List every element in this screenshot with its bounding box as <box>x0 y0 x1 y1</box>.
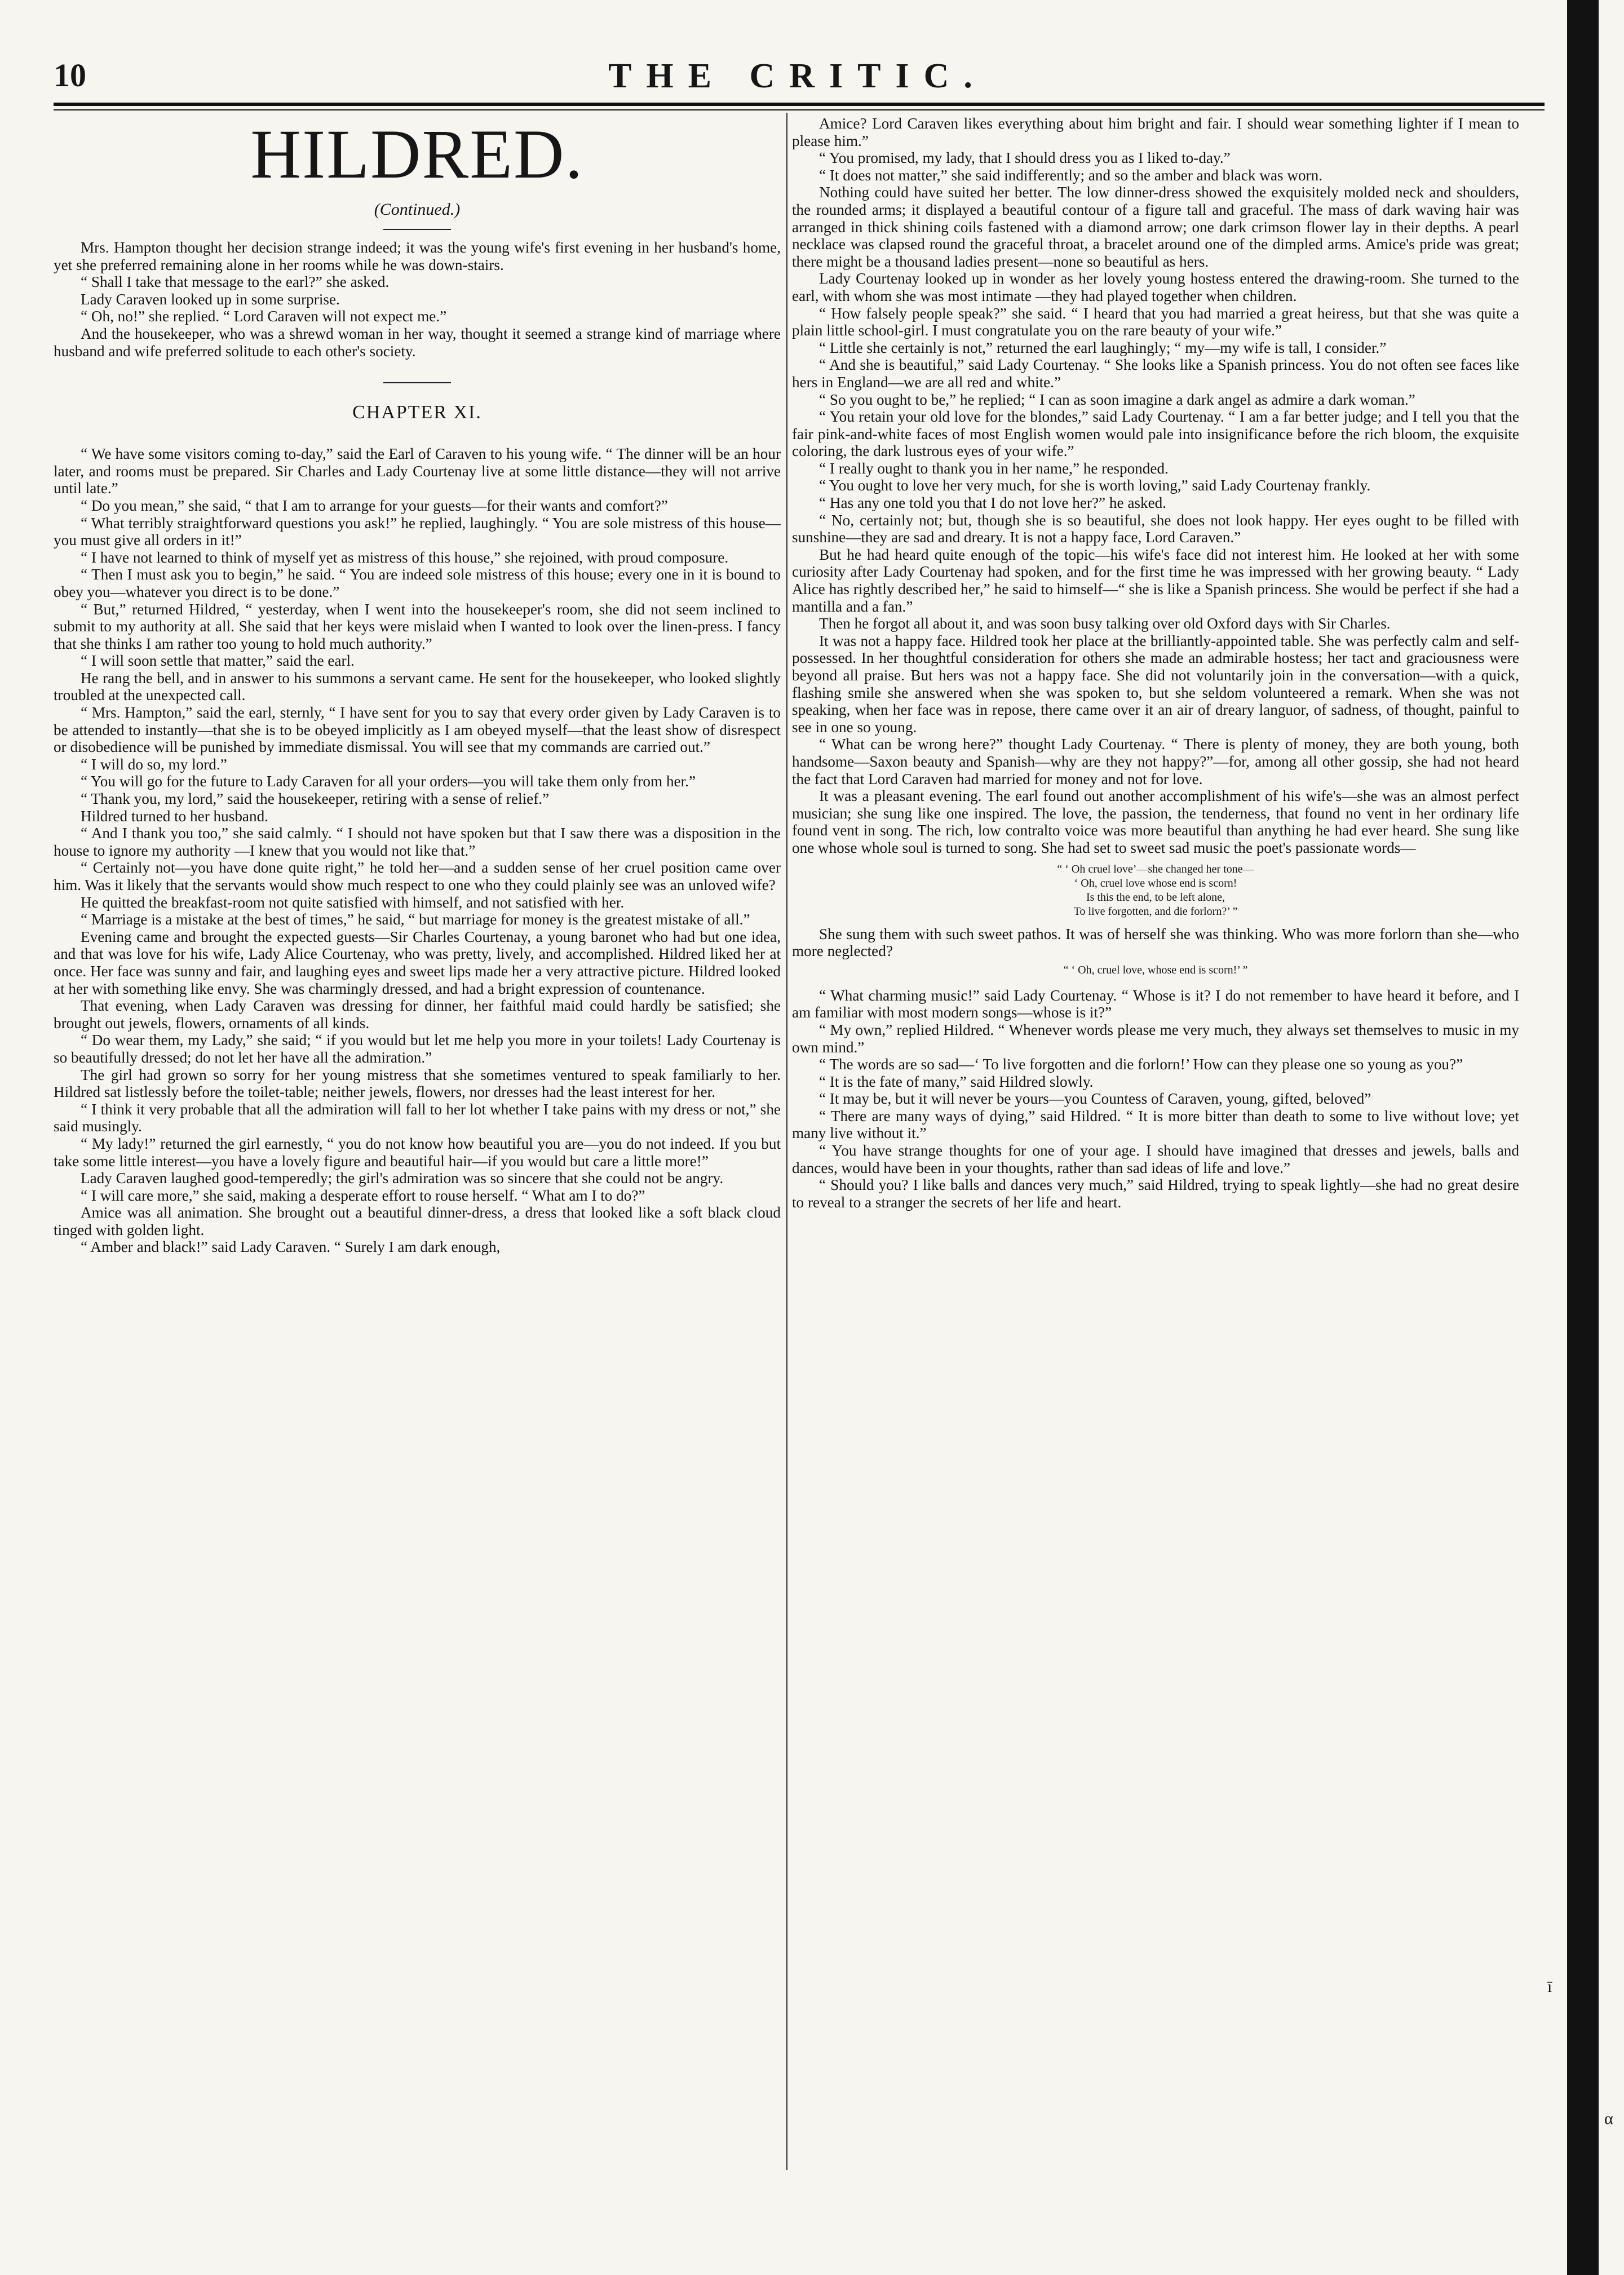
paragraph: “ I will soon settle that matter,” said the earl. <box>81 652 355 670</box>
header-rule-thin <box>54 109 1545 110</box>
verse-line: Is this the end, to be left alone, <box>1086 891 1225 904</box>
right-paragraphs-b <box>792 926 1519 960</box>
intro-paragraphs <box>54 239 781 360</box>
section-divider <box>383 229 451 230</box>
paragraph: Lady Caraven looked up in some surprise. <box>81 290 340 308</box>
paragraph: It was a pleasant evening. The earl found out another accomplishment of his wife's—she was an almost perfect musician; she sung like one inspired. The love, the passion, the tenderness, that found no vent in her ordinary life found vent in song. The rich, low contralto voice was more beautiful than anything he had ever heard. She sung like one whose whole soul is turned to song. She had set to sweet sad music the poet's passionate words— <box>792 787 1519 856</box>
paragraph: Hildred turned to her husband. <box>81 807 268 825</box>
paragraph: “ Certainly not—you have done quite right,” he told her—and a sudden sense of her cruel position came over him. Was it likely that the servants would show much respect to one who they could plainly see was an unloved wife? <box>54 859 781 893</box>
paragraph: “ Shall I take that message to the earl?” she asked. <box>81 273 390 291</box>
masthead-title: THE CRITIC. <box>608 57 987 95</box>
paragraph: “ I have not learned to think of myself yet as mistress of this house,” she rejoined, with proud composure. <box>81 548 729 566</box>
column-divider <box>786 113 787 2170</box>
paragraph: “ What charming music!” said Lady Courtenay. “ Whose is it? I do not remember to have heard it before, and I am familiar with most modern songs—whose is it?” <box>792 986 1519 1021</box>
paragraph: Evening came and brought the expected guests—Sir Charles Courtenay, a young baronet who had but one idea, and that was love for his wife, Lady Alice Courtenay, who was pretty, lively, and accomplished. Hildred liked her at once. Her face was sunny and fair, and laughing eyes and sweet lips made her a very attractive picture. Hildred looked at her with something like envy. She was charmingly dressed, and had a bright expression of countenance. <box>54 928 781 997</box>
paragraph: “ Oh, no!” she replied. “ Lord Caraven will not expect me.” <box>81 308 447 325</box>
paragraph: “ You promised, my lady, that I should dress you as I liked to-day.” <box>819 149 1231 167</box>
paragraph: Lady Caraven laughed good-temperedly; the girl's admiration was so sincere that she could not be angry. <box>81 1170 724 1187</box>
paragraph: “ I will care more,” she said, making a desperate effort to rouse herself. “ What am I to do?” <box>81 1187 645 1204</box>
paragraph: “ My own,” replied Hildred. “ Whenever words please me very much, they always set themselves to music in my own mind.” <box>792 1021 1519 1056</box>
paragraph: “ My lady!” returned the girl earnestly, “ you do not know how beautiful you are—you do not indeed. If you but take some little interest—you have a lovely figure and beautiful hair—if you would but care a little more!” <box>54 1135 781 1170</box>
paragraph: “ There are many ways of dying,” said Hildred. “ It is more bitter than death to some to live without love; yet many live without it.” <box>792 1107 1519 1142</box>
right-paragraphs-c <box>792 987 1519 1211</box>
paragraph: “ Mrs. Hampton,” said the earl, sternly, “ I have sent for you to say that every order given by Lady Caraven is to be attended to instantly—that she is to be obeyed implicitly as I am obeyed myself—that the least show of disrespect or disobedience will be punished by immediate dismissal. You will see that my commands are carried out.” <box>54 704 781 756</box>
paragraph: “ Do you mean,” she said, “ that I am to arrange for your guests—for their wants and comfort?” <box>81 497 668 514</box>
section-divider <box>383 382 451 383</box>
chapter-paragraphs <box>54 445 781 1256</box>
header-rule-thick <box>54 103 1545 106</box>
paragraph: “ It does not matter,” she said indifferently; and so the amber and black was worn. <box>819 166 1323 184</box>
margin-mark: α <box>1604 2109 1613 2128</box>
song-verse <box>792 862 1519 919</box>
paragraph: “ What terribly straightforward questions you ask!” he replied, laughingly. “ You are sole mistress of this house—you must give all orders in it!” <box>54 514 781 549</box>
paragraph: “ I really ought to thank you in her name,” he responded. <box>819 459 1169 477</box>
right-paragraphs-a <box>792 115 1519 857</box>
verse-line: To live forgotten, and die forlorn?’ ” <box>1073 905 1238 918</box>
paragraph: “ What can be wrong here?” thought Lady Courtenay. “ There is plenty of money, they are both young, both handsome—Saxon beauty and Spanish—why are they not happy?”—for, among all other gossip, she had not heard the fact that Lord Caraven had married for money and not for love. <box>792 736 1519 787</box>
page-number: 10 <box>54 57 86 94</box>
paragraph: Lady Courtenay looked up in wonder as her lovely young hostess entered the drawing-room. She turned to the earl, with whom she was most intimate —they had played together when children. <box>792 270 1519 304</box>
paragraph: “ Little she certainly is not,” returned the earl laughingly; “ my—my wife is tall, I consider.” <box>819 339 1387 356</box>
paragraph: The girl had grown so sorry for her young mistress that she sometimes ventured to speak familiarly to her. Hildred sat listlessly before the toilet-table; neither jewels, flowers, nor dresses had the least interest for her. <box>54 1066 781 1101</box>
paragraph: “ You will go for the future to Lady Caraven for all your orders—you will take them only from her.” <box>81 773 696 790</box>
paragraph: “ So you ought to be,” he replied; “ I can as soon imagine a dark angel as admire a dark woman.” <box>819 391 1415 408</box>
paragraph: “ Do wear them, my Lady,” she said; “ if you would but let me help you more in your toilets! Lady Courtenay is so beautifully dressed; do not let her have all the admiration.” <box>54 1032 781 1066</box>
paragraph: “ I think it very probable that all the admiration will fall to her lot whether I take pains with my dress or not,” she said musingly. <box>54 1100 781 1135</box>
margin-mark: ī <box>1547 1977 1552 1996</box>
paragraph: “ Then I must ask you to begin,” he said. “ You are indeed sole mistress of this house; every one in it is bound to obey you—whatever you direct is to be done.” <box>54 566 781 600</box>
paragraph: And the housekeeper, who was a shrewd woman in her way, thought it seemed a strange kind of marriage where husband and wife preferred solitude to each other's society. <box>54 325 781 360</box>
page-header <box>54 56 1542 101</box>
right-column <box>792 115 1519 2201</box>
paragraph: “ You retain your old love for the blondes,” said Lady Courtenay. “ I am a far better judge; and I tell you that the fair pink-and-white faces of most English women would pale into insignificance before the rich bloom, the exquisite coloring, the dark lustrous eyes of your wife.” <box>792 408 1519 460</box>
paragraph: “ You ought to love her very much, for she is worth loving,” said Lady Courtenay frankly. <box>819 477 1371 494</box>
chapter-heading: CHAPTER XI. <box>352 402 482 423</box>
continued-note: (Continued.) <box>374 200 461 219</box>
paragraph: “ It may be, but it will never be yours—you Countess of Caraven, young, gifted, beloved” <box>819 1090 1371 1108</box>
paragraph: He rang the bell, and in answer to his summons a servant came. He sent for the housekeeper, who looked slightly troubled at the unexpected call. <box>54 669 781 704</box>
paragraph: But he had heard quite enough of the topic—his wife's face did not interest him. He looked at her with some curiosity after Lady Courtenay had spoken, and for the first time he was impressed with her growing beauty. “ Lady Alice has rightly described her,” he said to himself—“ she is like a Spanish princess. She would be perfect if she had a mantilla and a fan.” <box>792 546 1519 615</box>
paragraph: She sung them with such sweet pathos. It was of herself she was thinking. Who was more forlorn than she—who more neglected? <box>792 925 1519 960</box>
paragraph: “ But,” returned Hildred, “ yesterday, when I went into the housekeeper's room, she did not seem inclined to submit to my authority at all. She said that her keys were mislaid when I wanted to look over the linen-press. I fancy that she thinks I am rather too young to hold much authority.” <box>54 600 781 652</box>
paragraph: “ Should you? I like balls and dances very much,” said Hildred, trying to speak lightly—she had no great desire to reveal to a stranger the secrets of her life and heart. <box>792 1176 1519 1211</box>
paragraph: “ I will do so, my lord.” <box>81 755 227 773</box>
paragraph: That evening, when Lady Caraven was dressing for dinner, her faithful maid could hardly be satisfied; she brought out jewels, flowers, ornaments of all kinds. <box>54 997 781 1032</box>
paragraph: “ No, certainly not; but, though she is so beautiful, she does not look happy. Her eyes ought to be filled with sunshine—they are sad and dreary. It is not a happy face, Lord Caraven.” <box>792 511 1519 546</box>
paragraph: “ We have some visitors coming to-day,” said the Earl of Caraven to his young wife. “ The dinner will be an hour later, and rooms must be prepared. Sir Charles and Lady Courtenay live at some little distance—they will not arrive until late.” <box>54 445 781 497</box>
paragraph: He quitted the breakfast-room not quite satisfied with himself, and not satisfied with her. <box>81 893 625 911</box>
page-edge-shadow <box>1567 0 1599 2275</box>
paragraph: “ Has any one told you that I do not love her?” he asked. <box>819 494 1167 512</box>
paragraph: “ Marriage is a mistake at the best of times,” he said, “ but marriage for money is the greatest mistake of all.” <box>81 911 750 928</box>
paragraph: Then he forgot all about it, and was soon busy talking over old Oxford days with Sir Charles. <box>819 615 1391 632</box>
story-title: HILDRED. <box>250 116 584 193</box>
paragraph: Nothing could have suited her better. The low dinner-dress showed the exquisitely molded neck and shoulders, the rounded arms; it displayed a beautiful contour of a figure tall and graceful. The mass of dark waving hair was arranged in thick shining coils fastened with a diamond arrow; one dark crimson flower lay in their depths. A pearl necklace was clapsed round the graceful throat, a bracelet around one of the dimpled arms. Amice's pride was great; there might be a thousand ladies present—none so beautiful as hers. <box>792 184 1519 270</box>
paragraph: “ And I thank you too,” she said calmly. “ I should not have spoken but that I saw there was a disposition in the house to ignore my authority —I knew that you would not like that.” <box>54 825 781 859</box>
left-column <box>54 115 781 2234</box>
verse-line: ‘ Oh, cruel love whose end is scorn! <box>1074 877 1237 889</box>
paragraph: Amice was all animation. She brought out a beautiful dinner-dress, a dress that looked like a soft black cloud tinged with golden light. <box>54 1204 781 1238</box>
paragraph: “ The words are so sad—‘ To live forgotten and die forlorn!’ How can they please one so young as you?” <box>819 1056 1463 1073</box>
paragraph: “ Amber and black!” said Lady Caraven. “ Surely I am dark enough, <box>81 1238 501 1256</box>
paragraph: “ It is the fate of many,” said Hildred slowly. <box>819 1073 1094 1090</box>
paragraph: “ You have strange thoughts for one of your age. I should have imagined that dresses and jewels, balls and dances, would have been in your thoughts, rather than sad ideas of life and love.” <box>792 1142 1519 1176</box>
paragraph: “ And she is beautiful,” said Lady Courtenay. “ She looks like a Spanish princess. You do not often see faces like hers in England—we are all red and white.” <box>792 356 1519 391</box>
song-quote-line: “ ‘ Oh, cruel love, whose end is scorn!’ ” <box>1063 963 1248 976</box>
paragraph: It was not a happy face. Hildred took her place at the brilliantly-appointed table. She was perfectly calm and self-possessed. In her thoughtful consideration for others she made an admirable hostess; her tact and graciousness were beyond all praise. But hers was not a happy face. She did not voluntarily join in the conversation—with a quick, flashing smile she answered when she was spoken to, but she seldom volunteered a remark. When she was not speaking, when her face was in repose, there came over it an air of dreary languor, of sadness, of thought, painful to see in one so young. <box>792 632 1519 736</box>
paragraph: “ How falsely people speak?” she said. “ I heard that you had married a great heiress, but that she was quite a plain little school-girl. I must congratulate you on the rare beauty of your wife.” <box>792 304 1519 339</box>
paragraph: Mrs. Hampton thought her decision strange indeed; it was the young wife's first evening in her husband's home, yet she preferred remaining alone in her rooms while he was down-stairs. <box>54 239 781 273</box>
paragraph: Amice? Lord Caraven likes everything about him bright and fair. I should wear something lighter if I mean to please him.” <box>792 115 1519 149</box>
paragraph: “ Thank you, my lord,” said the housekeeper, retiring with a sense of relief.” <box>81 790 550 808</box>
verse-line: “ ‘ Oh cruel love’—she changed her tone— <box>1057 862 1254 875</box>
